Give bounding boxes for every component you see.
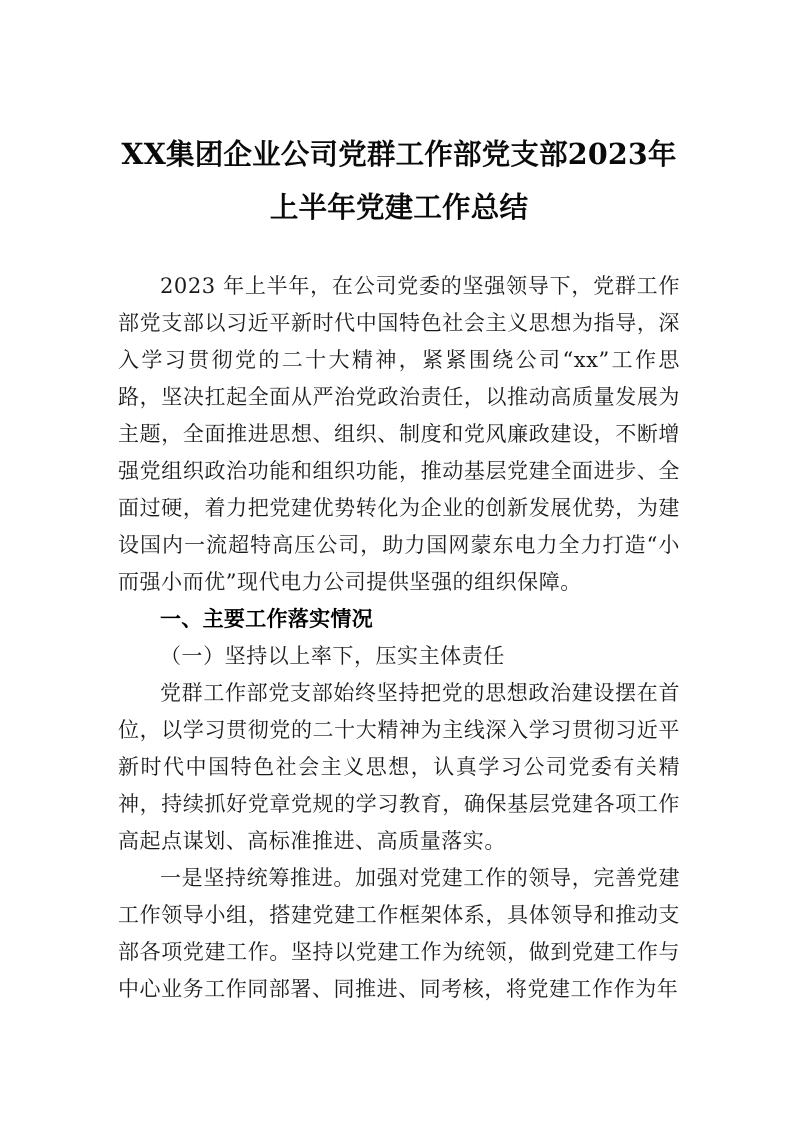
page-title-line-2: 上半年党建工作总结 [269, 190, 529, 224]
body-paragraph-1: 党群工作部党支部始终坚持把党的思想政治建设摆在首位，以学习贯彻党的二十大精神为主线深入学习贯彻习近平新时代中国特色社会主义思想，认真学习公司党委有关精神，持续抓好党章党规的学习教育，确保基层党建各项工作高起点谋划、高标准推进、高质量落实。 [118, 681, 680, 853]
document-content [118, 128, 680, 1008]
section-heading-one: 一、主要工作落实情况 [160, 607, 373, 631]
intro-paragraph: 2023 年上半年，在公司党委的坚强领导下，党群工作部党支部以习近平新时代中国特色社会主义思想为指导，深入学习贯彻党的二十大精神，紧紧围绕公司“xx”工作思路，坚决扛起全面从严治党政治责任，以推动高质量发展为主题，全面推进思想、组织、制度和党风廉政建设，不断增强党组织政治功能和组织功能，推动基层党建全面进步、全面过硬，着力把党建优势转化为企业的创新发展优势，为建设国内一流超特高压公司，助力国网蒙东电力全力打造“小而强小而优”现代电力公司提供坚强的组织保障。 [118, 274, 680, 594]
page-title [118, 128, 680, 234]
page-title-line-1: XX集团企业公司党群工作部党支部2023年 [121, 137, 677, 171]
body-paragraph-2: 一是坚持统筹推进。加强对党建工作的领导，完善党建工作领导小组，搭建党建工作框架体系，具体领导和推动支部各项党建工作。坚持以党建工作为统领，做到党建工作与中心业务工作同部署、同推进、同考核，将党建工作作为年 [118, 866, 680, 1001]
subsection-heading-one-1: （一）坚持以上率下，压实主体责任 [160, 644, 505, 668]
